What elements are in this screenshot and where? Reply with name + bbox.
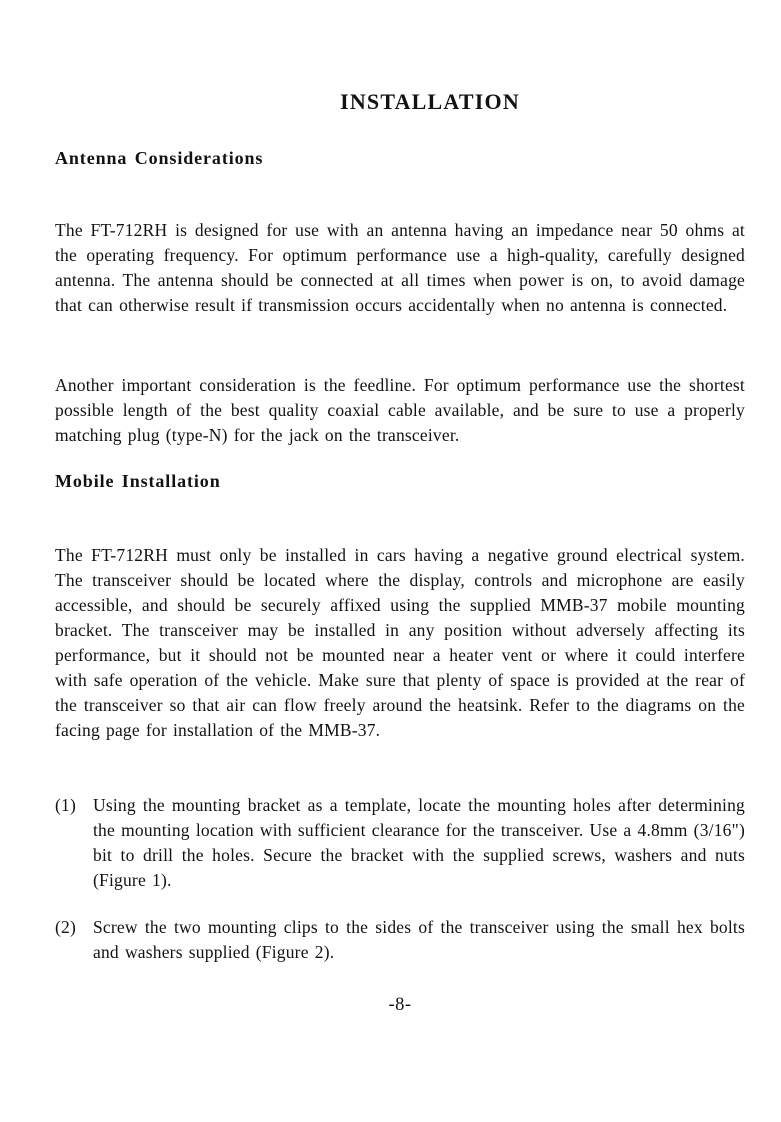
- heading-mobile-installation: Mobile Installation: [55, 471, 221, 491]
- step-text-2: Screw the two mounting clips to the sides of the transceiver using the small hex bolts and washers supplied (Figure 2).: [93, 917, 745, 962]
- step-marker-1: (1): [55, 795, 77, 815]
- step-item-1: [55, 793, 745, 893]
- heading-antenna-considerations: Antenna Considerations: [55, 148, 264, 168]
- step-marker-2: (2): [55, 917, 77, 937]
- step-text-1: Using the mounting bracket as a template, locate the mounting holes after determining the mounting location with sufficient clearance for the transceiver. Use a 4.8mm (3/16") bit to drill the holes. Secure the bracket with the supplied screws, washers and nuts (Figure 1).: [93, 795, 745, 890]
- page-title: INSTALLATION: [340, 89, 520, 114]
- paragraph-antenna-impedance: The FT-712RH is designed for use with an antenna having an impedance near 50 ohms at the operating frequency. For optimum performance use a high-quality, carefully designed antenna. The antenna should be connected at all times when power is on, to avoid damage that can otherwise result if transmission occurs accidentally when no antenna is connected.: [55, 220, 745, 315]
- page-number: -8-: [388, 995, 412, 1015]
- paragraph-mobile-installation: The FT-712RH must only be installed in cars having a negative ground electrical system. The transceiver should be located where the display, controls and microphone are easily accessible, and should be securely affixed using the supplied MMB-37 mobile mounting bracket. The transceiver may be installed in any position without adversely affecting its performance, but it should not be mounted near a heater vent or where it could interfere with safe operation of the vehicle. Make sure that plenty of space is provided at the rear of the transceiver so that air can flow freely around the heatsink. Refer to the diagrams on the facing page for installation of the MMB-37.: [55, 545, 745, 740]
- paragraph-feedline: Another important consideration is the feedline. For optimum performance use the shortest possible length of the best quality coaxial cable available, and be sure to use a properly matching plug (type-N) for the jack on the transceiver.: [55, 375, 745, 445]
- step-item-2: [55, 915, 745, 965]
